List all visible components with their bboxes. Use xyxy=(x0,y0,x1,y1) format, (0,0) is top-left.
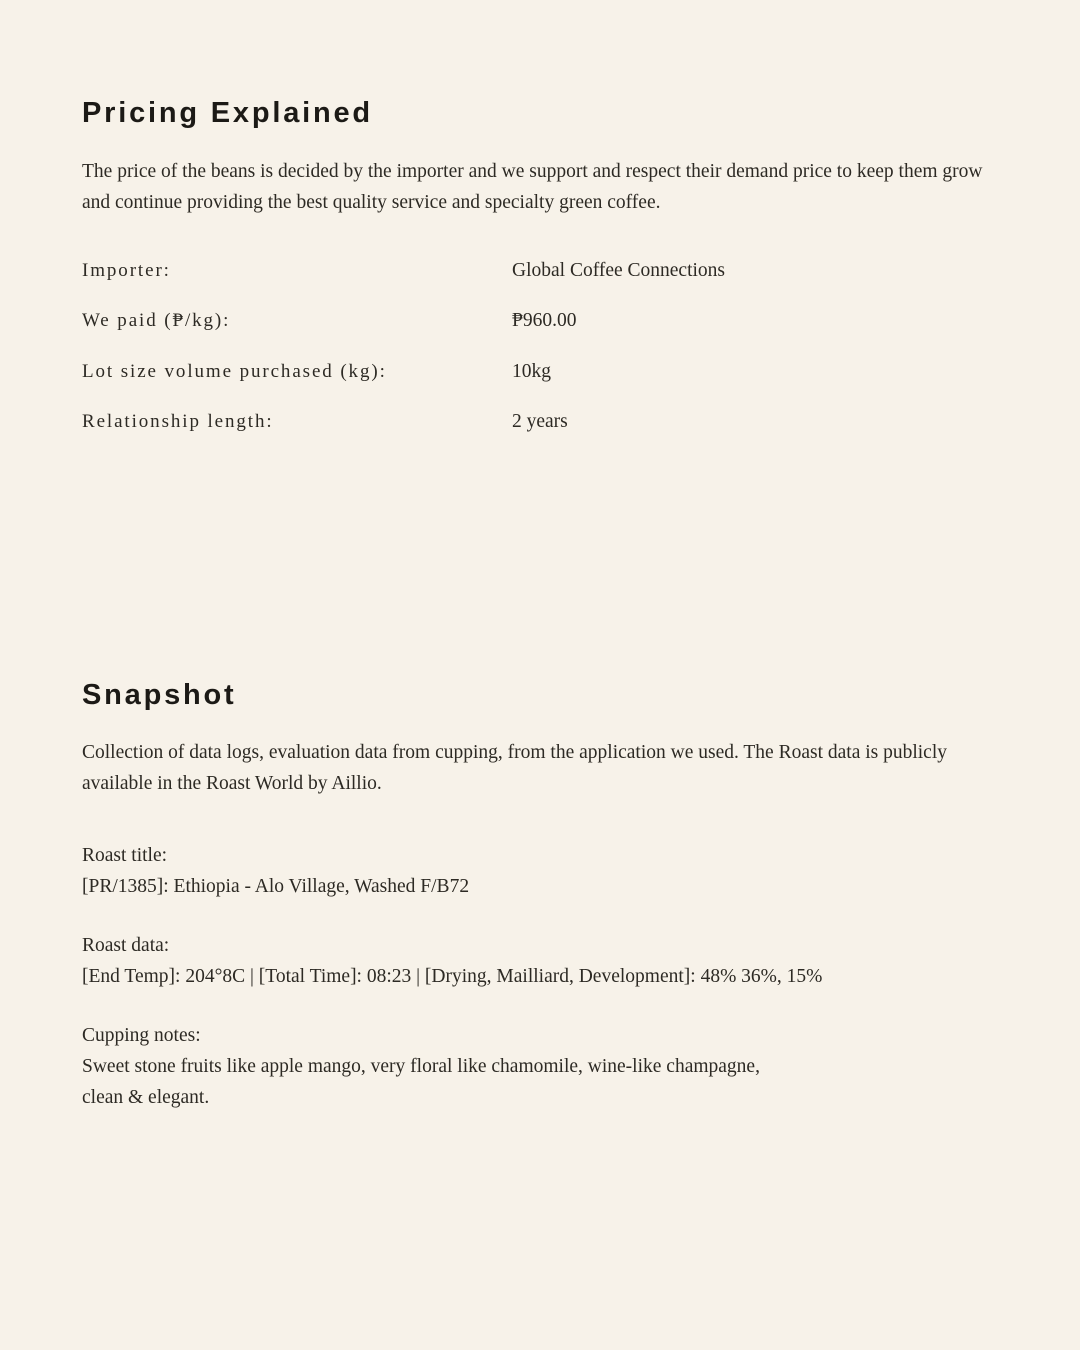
pricing-description: The price of the beans is decided by the importer and we support and respect their demand price to keep them grow and continue providing the best quality service and specialty green coffee. xyxy=(82,161,983,213)
kv-label: Importer: xyxy=(82,260,171,281)
kv-label: We paid (₱/kg): xyxy=(82,310,231,331)
roast-data-value: [End Temp]: 204°8C | [Total Time]: 08:23 | [Drying, Mailliard, Development]: 48% 36%, 15% xyxy=(82,966,823,987)
kv-value: 10kg xyxy=(512,361,551,382)
roast-title-block xyxy=(82,840,998,902)
cupping-notes-line: Sweet stone fruits like apple mango, very floral like chamomile, wine-like champagne, xyxy=(82,1056,760,1077)
cupping-notes-line: clean & elegant. xyxy=(82,1087,210,1108)
kv-label: Relationship length: xyxy=(82,411,274,432)
cupping-notes-block xyxy=(82,1020,998,1113)
roast-title-label: Roast title: xyxy=(82,845,168,866)
pricing-section-heading: Pricing Explained xyxy=(82,97,373,129)
kv-row-relationship xyxy=(82,410,998,434)
snapshot-section-heading: Snapshot xyxy=(82,679,237,711)
roast-title-value: [PR/1385]: Ethiopia - Alo Village, Washed F/B72 xyxy=(82,876,470,897)
cupping-notes-label: Cupping notes: xyxy=(82,1025,201,1046)
kv-row-importer xyxy=(82,259,998,283)
roast-data-label: Roast data: xyxy=(82,935,170,956)
kv-row-lot-size xyxy=(82,360,998,384)
roast-data-block xyxy=(82,930,998,992)
kv-label: Lot size volume purchased (kg): xyxy=(82,361,387,382)
snapshot-description: Collection of data logs, evaluation data from cupping, from the application we used. The Roast data is publicly available in the Roast World by Aillio. xyxy=(82,742,948,794)
kv-value: 2 years xyxy=(512,411,568,432)
kv-value: Global Coffee Connections xyxy=(512,260,726,281)
kv-value: ₱960.00 xyxy=(512,310,577,331)
kv-row-we-paid xyxy=(82,309,998,333)
